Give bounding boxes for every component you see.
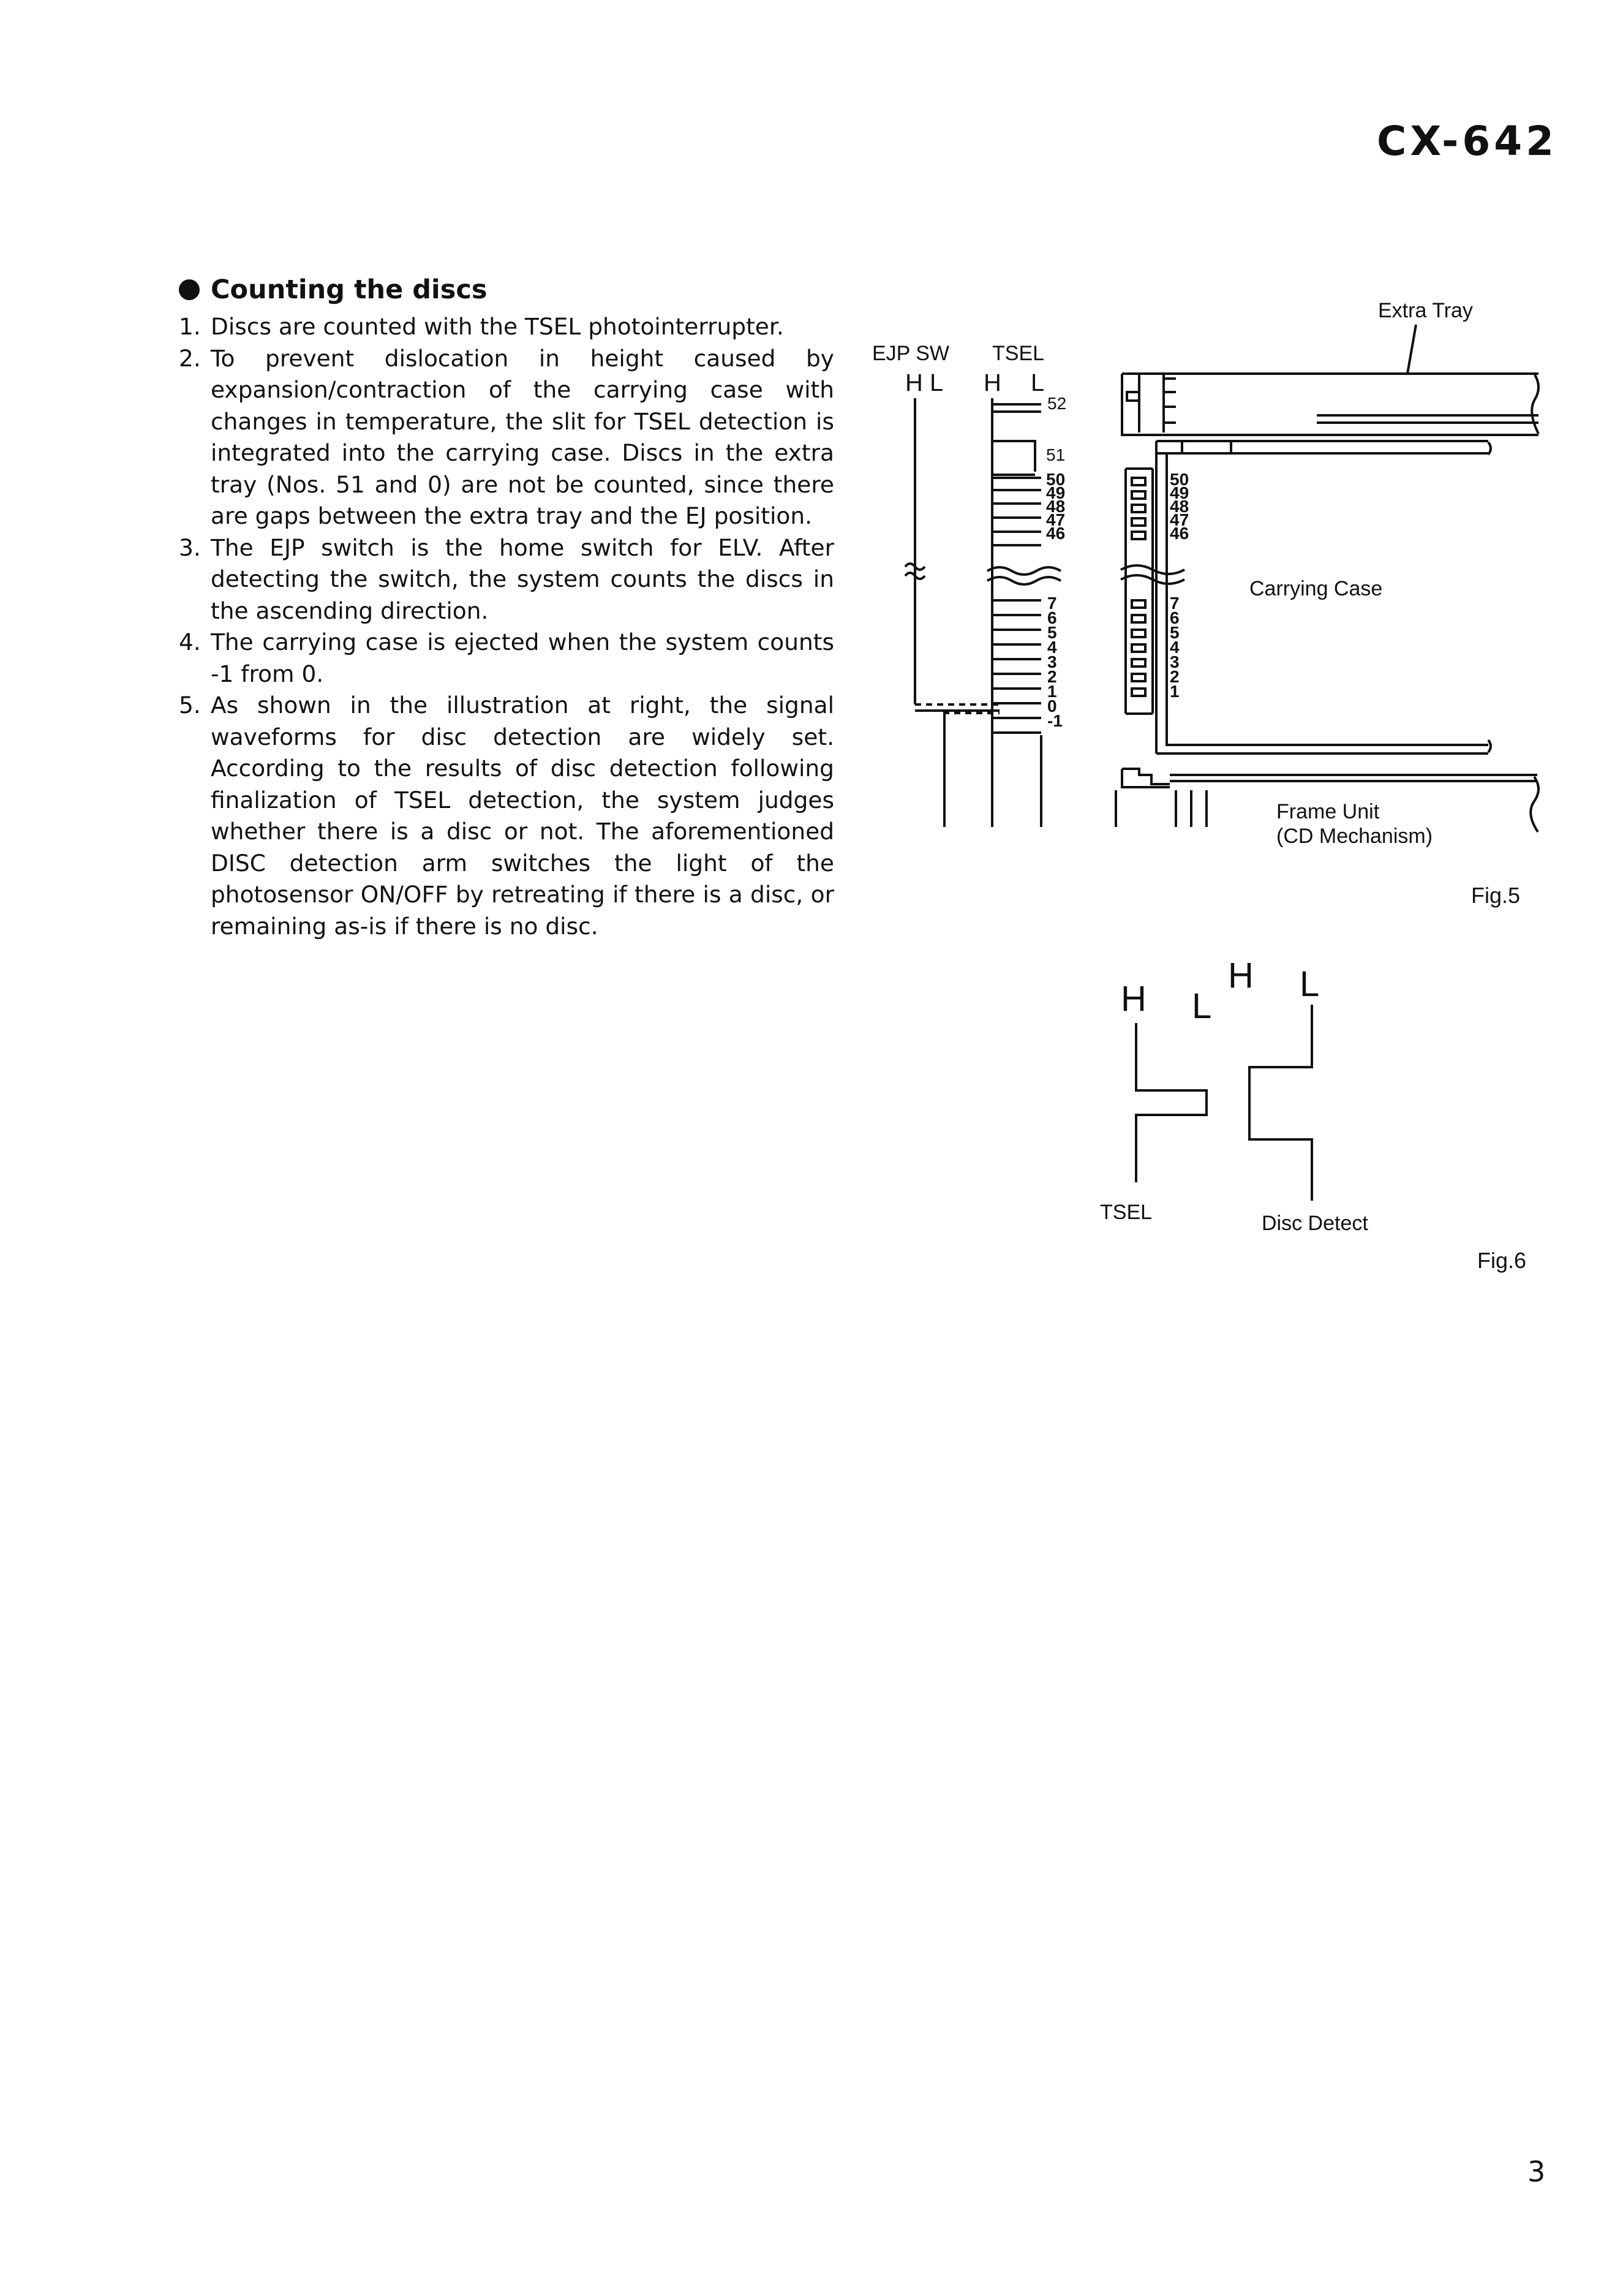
- fig5-diagram: [872, 299, 1538, 908]
- page-number: 3: [1527, 2155, 1546, 2188]
- fig6-tsel-h: H: [1121, 979, 1147, 1019]
- slot-icon: [1132, 600, 1145, 608]
- case-disc-number: 49: [1170, 483, 1189, 502]
- slot-icon: [1132, 689, 1145, 696]
- slot-icon: [1132, 491, 1145, 499]
- cd-mechanism-label: (CD Mechanism): [1276, 825, 1433, 848]
- slot-icon: [1132, 644, 1145, 652]
- slot-icon: [1132, 615, 1145, 622]
- tsel-disc-number: 5: [1047, 623, 1057, 642]
- item-text: The carrying case is ejected when the system counts -1 from 0.: [211, 629, 834, 687]
- tsel-waveform: [1136, 1023, 1207, 1182]
- case-disc-number: 7: [1170, 594, 1180, 613]
- tsel-disc-number: 50: [1046, 470, 1066, 489]
- slot-icon: [1132, 505, 1145, 512]
- tsel-disc-number: 49: [1046, 483, 1066, 502]
- case-disc-number: 46: [1170, 524, 1189, 543]
- item-number: 5.: [179, 692, 201, 719]
- tsel-disc-number: 0: [1047, 697, 1057, 716]
- case-disc-number: 3: [1170, 652, 1180, 671]
- slot-icon: [1132, 532, 1145, 539]
- tsel-slit-52: [992, 404, 1041, 412]
- tsel-disc-number: 4: [1047, 638, 1057, 657]
- case-disc-number: 50: [1170, 470, 1189, 489]
- slot-icon: [1132, 659, 1145, 667]
- slot-icon: [1132, 518, 1145, 526]
- item-number: 2.: [179, 344, 201, 372]
- fig6-tsel-l: L: [1192, 986, 1212, 1026]
- case-end-right-top: [1488, 442, 1491, 455]
- case-disc-number: 4: [1170, 638, 1180, 657]
- fig6-diagram: [1100, 956, 1526, 1273]
- case-disc-number: 6: [1170, 608, 1180, 627]
- extra-tray: [1122, 374, 1538, 435]
- tsel-disc-number: 48: [1046, 497, 1066, 516]
- fig6-tsel-label: TSEL: [1100, 1201, 1153, 1224]
- fig6-disc-l: L: [1300, 964, 1320, 1004]
- tsel-disc-number: 6: [1047, 608, 1057, 627]
- item-number: 1.: [179, 313, 201, 340]
- tsel-l-label: L: [1031, 369, 1045, 396]
- model-number: CX-642: [1377, 118, 1558, 165]
- tsel-disc-number: 47: [1046, 510, 1066, 529]
- case-end-right-bottom: [1488, 740, 1491, 752]
- tsel-upper-comb: [992, 475, 1041, 545]
- ejp-sw-label: EJP SW: [872, 342, 949, 365]
- case-disc-number: 2: [1170, 667, 1180, 686]
- slot-icon: [1132, 674, 1145, 681]
- fig5-caption: Fig.5: [1471, 883, 1521, 908]
- tsel-label: TSEL: [992, 342, 1045, 365]
- extra-tray-pointer: [1407, 325, 1416, 374]
- fig6-disc-h: H: [1228, 956, 1254, 995]
- tsel-disc-number: -1: [1047, 711, 1063, 730]
- case-lower-numbers: [1170, 594, 1180, 701]
- slot-icon: [1132, 478, 1145, 485]
- sensor-icon: [1127, 392, 1139, 401]
- item-number: 3.: [179, 534, 201, 561]
- case-disc-number: 1: [1170, 682, 1180, 701]
- item-number: 4.: [179, 629, 201, 655]
- fig6-caption: Fig.6: [1477, 1248, 1527, 1273]
- case-upper-numbers: [1170, 470, 1189, 543]
- tsel-h-label: H: [984, 369, 1001, 396]
- break-mark-icon: [987, 567, 1061, 584]
- item-text: The EJP switch is the home switch for ELV. After detecting the switch, the system counts the discs in the ascending direction.: [211, 534, 834, 624]
- frame-unit-label: Frame Unit: [1276, 800, 1380, 823]
- disc-waveform: [1249, 1005, 1312, 1201]
- case-disc-number: 47: [1170, 510, 1189, 529]
- fig6-disc-label: Disc Detect: [1262, 1212, 1368, 1235]
- tsel-disc-number: 2: [1047, 667, 1057, 686]
- section-title-text: Counting the discs: [211, 274, 488, 305]
- tsel-disc-number: 1: [1047, 682, 1057, 701]
- tsel-num-51: 51: [1046, 445, 1066, 464]
- frame-unit-end: [1531, 777, 1538, 832]
- tsel-disc-number: 7: [1047, 594, 1057, 613]
- case-disc-number: 5: [1170, 623, 1180, 642]
- ejp-signal-line: [915, 398, 1000, 827]
- item-text: As shown in the illustration at right, the signal waveforms for disc detection are widely set. According to the results of disc detection following finalization of TSEL detection, the system judges whether there is a disc or not. The aforementioned DISC detection arm switches the light of the photosensor ON/OFF by retreating if there is a disc, or remaining as-is if there is no disc.: [211, 692, 834, 940]
- item-text: To prevent dislocation in height caused by expansion/contraction of the carrying case with changes in temperature, the slit for TSEL detection is integrated into the carrying case. Discs in the extra tray (Nos. 51 and 0) are not be counted, since there are gaps between the extra tray and the EJ position.: [211, 344, 834, 529]
- extra-tray-end: [1532, 375, 1538, 434]
- item-text: Discs are counted with the TSEL photointerrupter.: [211, 313, 784, 340]
- carrying-case-label: Carrying Case: [1249, 577, 1383, 600]
- tsel-lower-numbers: [1047, 594, 1063, 730]
- slot-icon: [1132, 630, 1145, 637]
- tsel-num-52: 52: [1047, 394, 1067, 413]
- tsel-slit-51: [992, 441, 1035, 472]
- case-slots: [1132, 478, 1145, 696]
- case-disc-number: 48: [1170, 497, 1189, 516]
- extra-tray-label: Extra Tray: [1378, 299, 1473, 322]
- tsel-disc-number: 3: [1047, 652, 1057, 671]
- tsel-disc-number: 46: [1046, 524, 1066, 543]
- tsel-upper-numbers: [1046, 470, 1065, 543]
- ejp-hl-label: H L: [905, 369, 944, 396]
